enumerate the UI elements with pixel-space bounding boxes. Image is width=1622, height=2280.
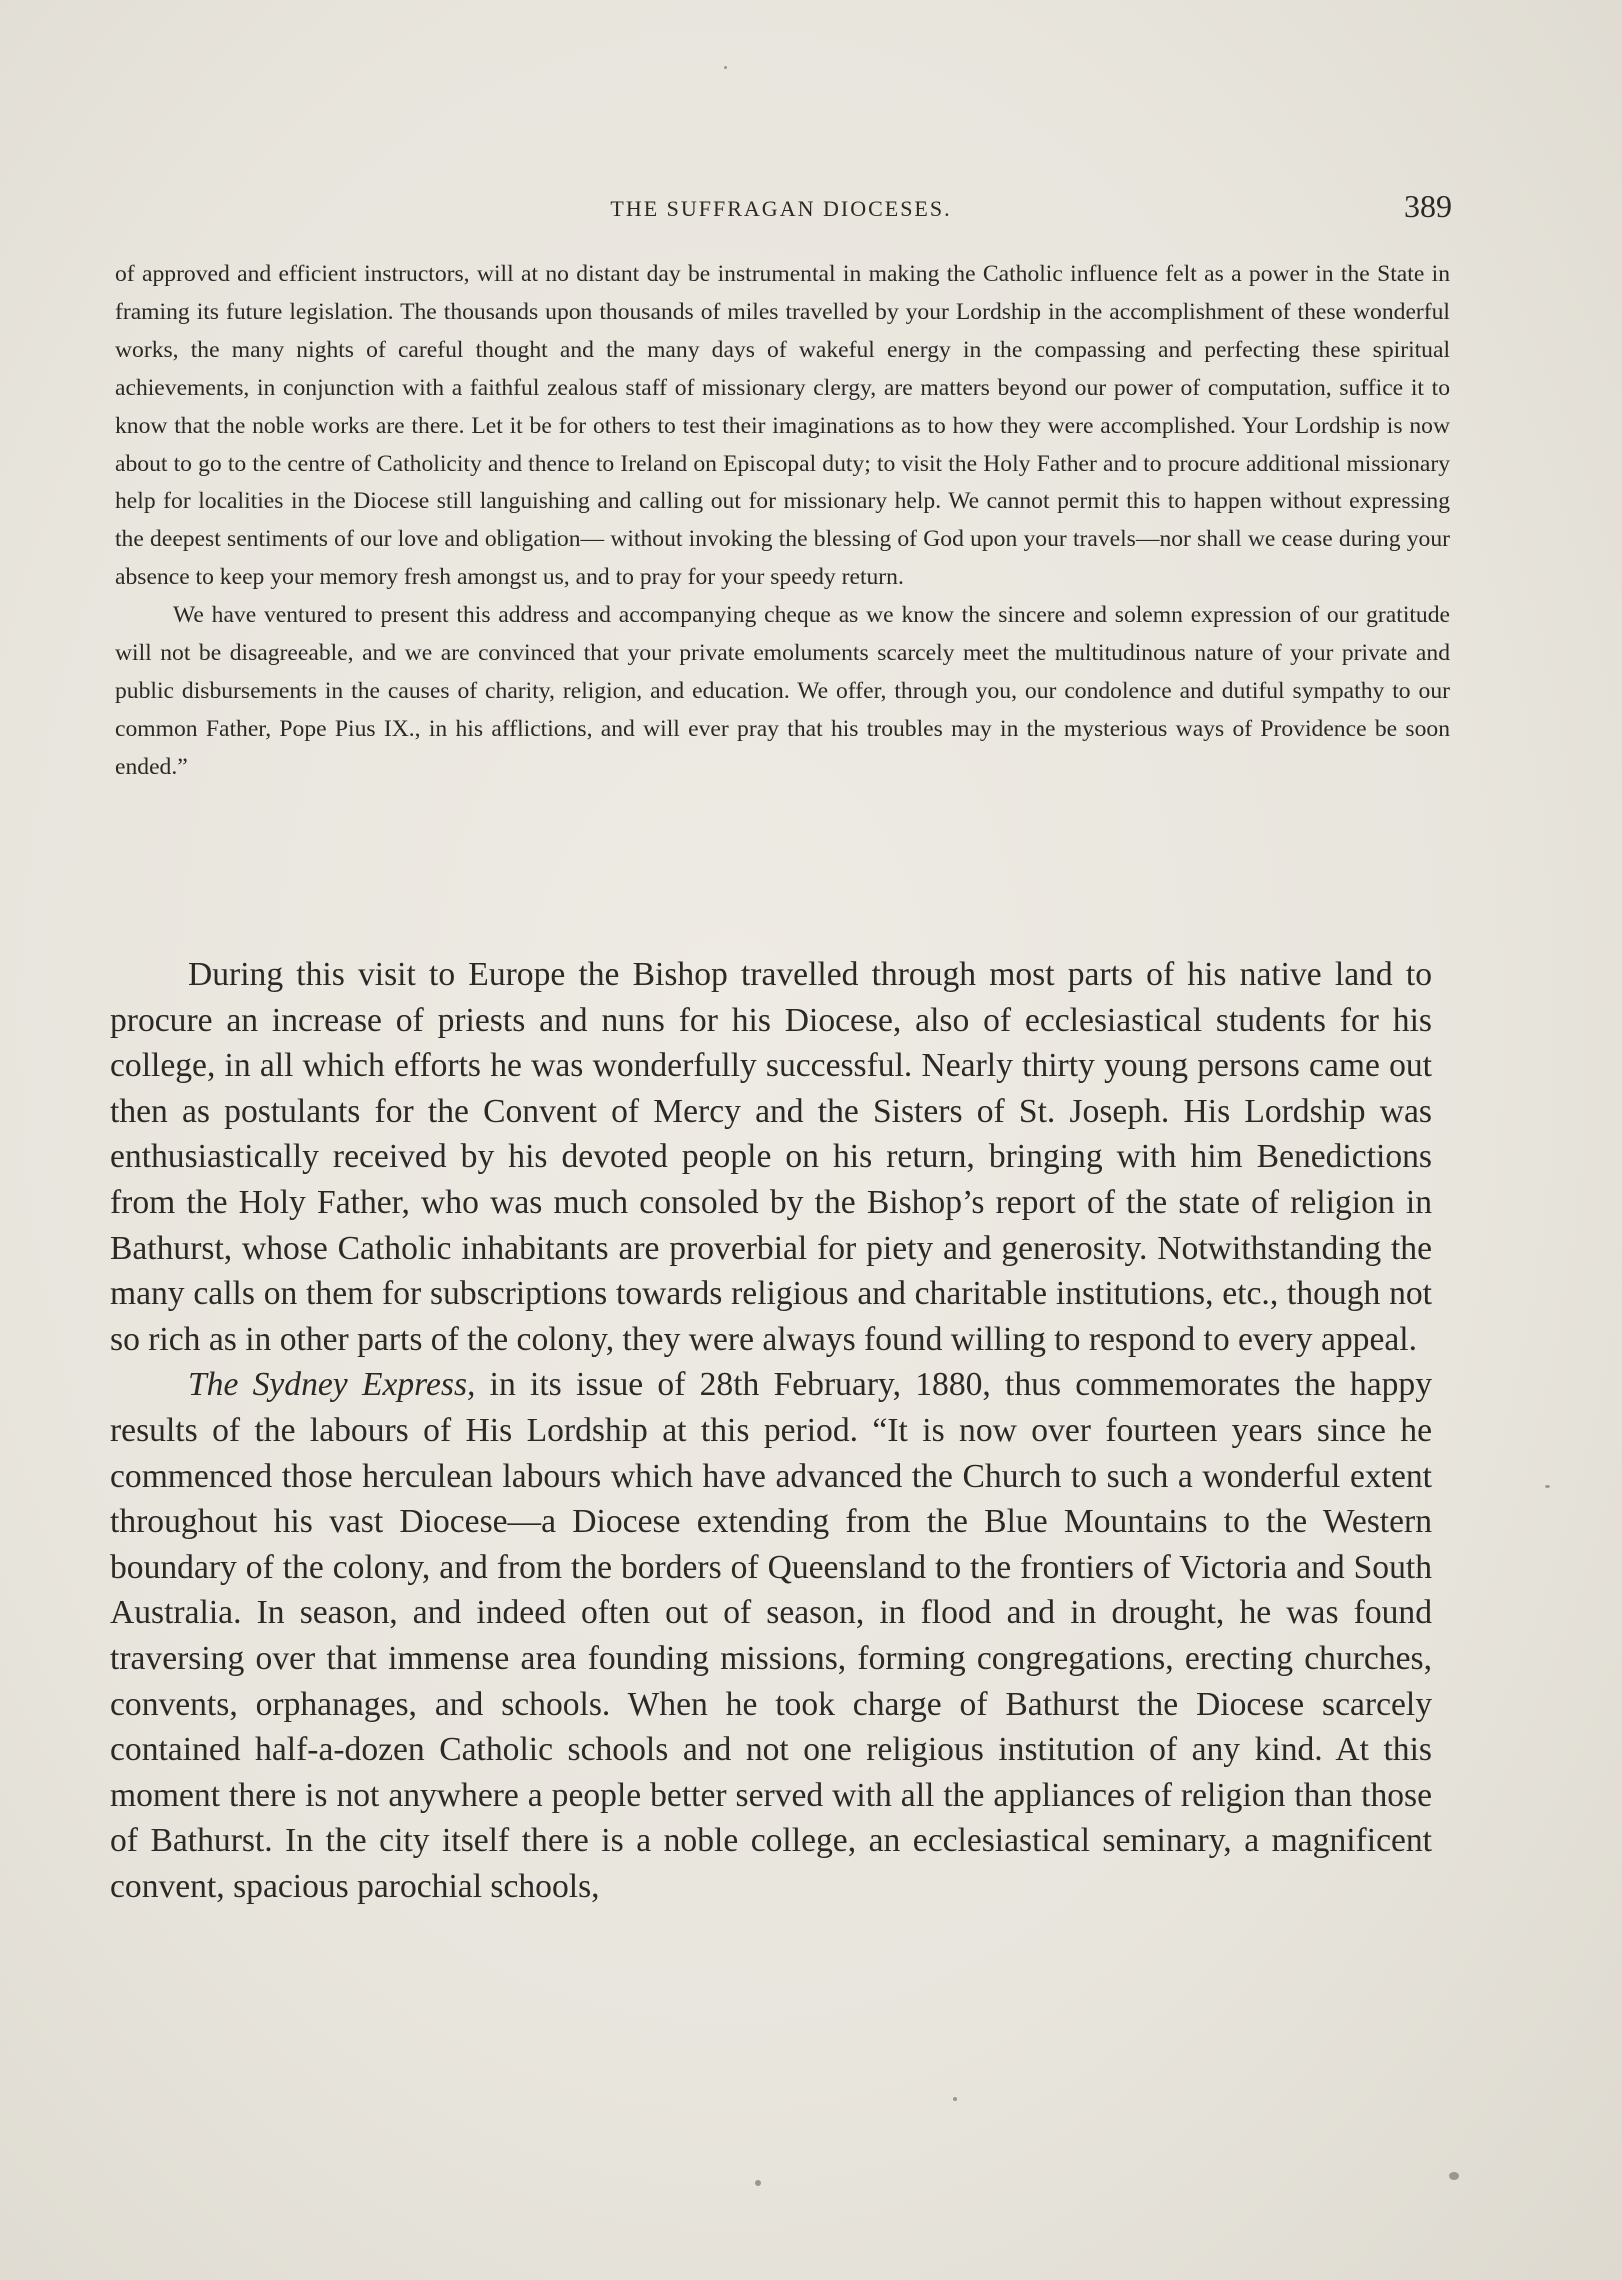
paper-speck [724,66,727,69]
body-paragraph [110,1362,1432,1909]
body-paragraph: During this visit to Europe the Bishop travelled through most parts of his native land to procure an increase of priests and nuns for his Diocese, also of ecclesiastical students for his college, in all which efforts he was wonderfully successful. Nearly thirty young persons came out then as postulants for the Convent of Mercy and the Sisters of St. Joseph. His Lordship was enthusiastically received by his devoted people on his return, bringing with him Benedictions from the Holy Father, who was much consoled by the Bishop’s report of the state of religion in Bathurst, whose Catholic inhabitants are proverbial for piety and generosity. Notwithstanding the many calls on them for subscriptions towards religious and charitable institutions, etc., though not so rich as in other parts of the colony, they were always found willing to respond to every appeal. [110,956,1432,1358]
paper-speck [953,2097,957,2101]
newspaper-title: The Sydney Express, [188,1366,476,1404]
page-number: 389 [1404,188,1452,224]
running-head [110,188,1452,228]
body-text [110,952,1432,1909]
quote-paragraph: We have ventured to present this address and accompanying cheque as we know the sincere and solemn expression of our gratitude will not be disagreeable, and we are convinced that your private emoluments scarcely meet the multitudinous nature of your private and public disbursements in the causes of charity, religion, and education. We offer, through you, our condolence and dutiful sympathy to our common Father, Pope Pius IX., in his afflictions, and will ever pray that his troubles may in the mysterious ways of Providence be soon ended.” [115,602,1450,780]
quote-paragraph: of approved and efficient instructors, will at no distant day be instrumental in making the Catholic influence felt as a power in the State in framing its future legislation. The thousands upon thousands of miles travelled by your Lordship in the accomplishment of these wonderful works, the many nights of careful thought and the many days of wakeful energy in the compassing and perfecting these spiritual achievements, in conjunction with a faithful zealous staff of missionary clergy, are matters beyond our power of computation, suffice it to know that the noble works are there. Let it be for others to test their imaginations as to how they were accomplished. Your Lordship is now about to go to the centre of Catholicity and thence to Ireland on Episcopal duty; to visit the Holy Father and to procure additional missionary help for localities in the Diocese still languishing and calling out for missionary help. We cannot permit this to happen without expressing the deepest sentiments of our love and obligation— without invoking the blessing of God upon your travels—nor shall we cease during your absence to keep your memory fresh amongst us, and to pray for your speedy return. [115,261,1450,591]
paper-speck [1545,1485,1550,1488]
paper-speck [1449,2172,1459,2180]
paper-speck [755,2180,761,2186]
running-title: THE SUFFRAGAN DIOCESES. [610,196,952,221]
quoted-address [115,256,1450,787]
body-paragraph-text: in its issue of 28th February, 1880, thus commemorates the happy results of the labours of His Lordship at this period. “It is now over fourteen years since he commenced those herculean labours which have advanced the Church to such a wonderful extent throughout his vast Diocese—a Diocese extending from the Blue Mountains to the Western boundary of the colony, and from the borders of Queensland to the frontiers of Victoria and South Australia. In season, and indeed often out of season, in flood and in drought, he was found traversing over that immense area founding missions, forming congregations, erecting churches, convents, orphanages, and schools. When he took charge of Bathurst the Diocese scarcely contained half-a-dozen Catholic schools and not one religious institution of any kind. At this moment there is not anywhere a people better served with all the appliances of religion than those of Bathurst. In the city itself there is a noble college, an ecclesiastical seminary, a magnificent convent, spacious parochial schools, [110,1366,1432,1905]
